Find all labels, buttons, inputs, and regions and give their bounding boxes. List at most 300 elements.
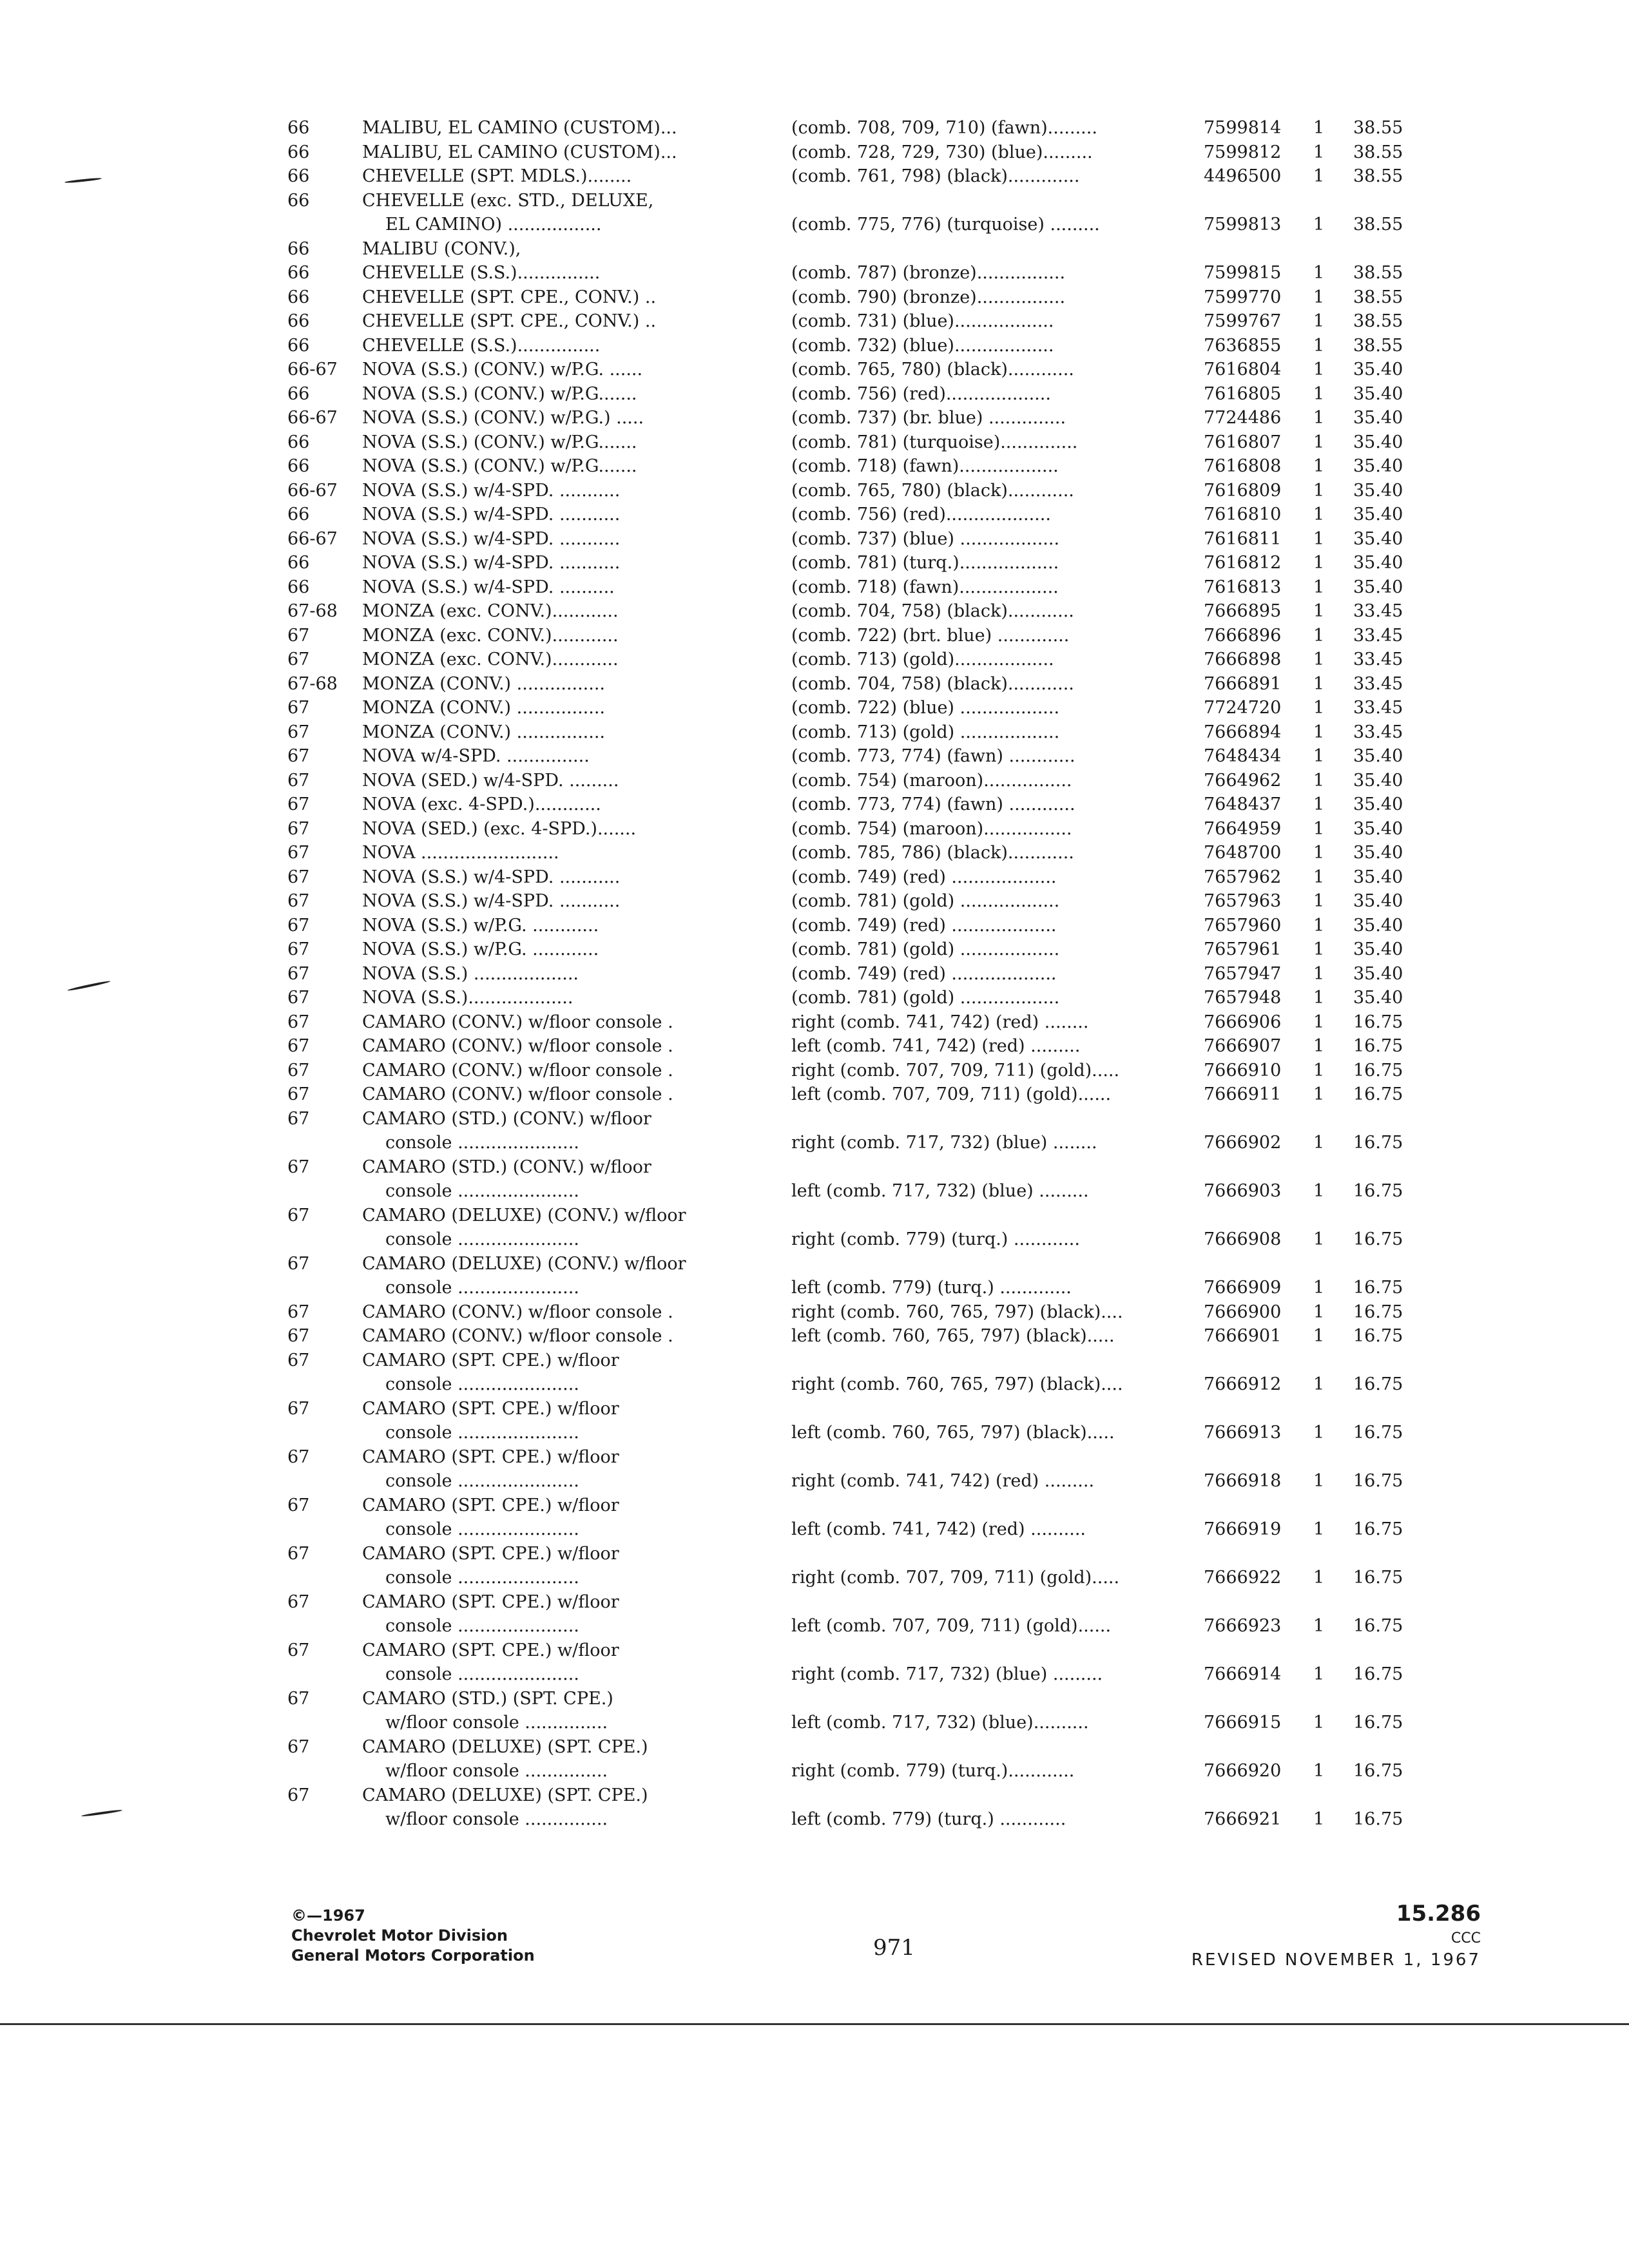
trim-combination: (comb. 708, 709, 710) (fawn).........	[791, 118, 1097, 138]
quantity: 1	[1313, 383, 1325, 404]
model-description: console ......................	[385, 1374, 579, 1394]
table-row	[0, 1155, 1629, 1204]
division-name: Chevrolet Motor Division	[291, 1927, 508, 1945]
part-number: 7666909	[1204, 1278, 1282, 1298]
quantity: 1	[1313, 1568, 1325, 1588]
model-year: 67	[287, 698, 310, 718]
bottom-rule	[0, 2023, 1629, 2025]
model-description: CHEVELLE (SPT. CPE., CONV.) ..	[362, 287, 657, 307]
model-year: 66	[287, 238, 310, 259]
trim-combination: (comb. 773, 774) (fawn) ............	[791, 746, 1075, 766]
model-description: CAMARO (DELUXE) (CONV.) w/floor	[362, 1205, 686, 1225]
model-description: CHEVELLE (SPT. CPE., CONV.) ..	[362, 311, 657, 331]
table-row	[0, 503, 1629, 527]
table-row	[0, 1349, 1629, 1397]
model-description: NOVA (SED.) w/4-SPD. .........	[362, 770, 619, 791]
table-row	[0, 624, 1629, 648]
quantity: 1	[1313, 1133, 1325, 1153]
model-description: NOVA (S.S.) w/4-SPD. ...........	[362, 480, 621, 501]
model-description: CAMARO (SPT. CPE.) w/floor	[362, 1543, 619, 1564]
part-number: 7648700	[1204, 843, 1282, 863]
quantity: 1	[1313, 432, 1325, 452]
price: 35.40	[1353, 988, 1403, 1008]
table-row	[0, 696, 1629, 720]
model-description: CAMARO (SPT. CPE.) w/floor	[362, 1350, 619, 1370]
part-number: 7657947	[1204, 963, 1282, 984]
model-year: 67	[287, 1736, 310, 1757]
part-number: 7666915	[1204, 1713, 1282, 1733]
model-description: MONZA (exc. CONV.)............	[362, 601, 619, 621]
model-description: MONZA (CONV.) ................	[362, 673, 605, 694]
trim-combination: (comb. 773, 774) (fawn) ............	[791, 794, 1075, 814]
model-description: CAMARO (SPT. CPE.) w/floor	[362, 1640, 619, 1660]
price: 35.40	[1353, 528, 1403, 549]
trim-combination: right (comb. 741, 742) (red) ........	[791, 1012, 1089, 1032]
model-year: 66	[287, 166, 310, 186]
trim-combination: (comb. 722) (blue) ..................	[791, 698, 1060, 718]
part-number: 7664959	[1204, 818, 1282, 839]
quantity: 1	[1313, 963, 1325, 984]
part-number: 7616807	[1204, 432, 1282, 452]
quantity: 1	[1313, 601, 1325, 621]
part-number: 7616811	[1204, 528, 1282, 549]
page-number: 971	[873, 1935, 915, 1961]
model-year: 67-68	[287, 601, 338, 621]
table-row	[0, 551, 1629, 575]
table-row	[0, 1059, 1629, 1083]
model-year: 67	[287, 915, 310, 936]
part-number: 7657961	[1204, 939, 1282, 959]
quantity: 1	[1313, 843, 1325, 863]
model-description: EL CAMINO) .................	[385, 215, 602, 235]
table-row	[0, 309, 1629, 334]
model-year: 66	[287, 335, 310, 356]
part-number: 7664962	[1204, 770, 1282, 791]
part-number: 7666911	[1204, 1084, 1282, 1104]
price: 16.75	[1353, 1664, 1403, 1684]
table-row	[0, 1783, 1629, 1832]
table-row	[0, 914, 1629, 938]
model-description: NOVA (S.S.) (CONV.) w/P.G.) .....	[362, 408, 644, 428]
price: 16.75	[1353, 1036, 1403, 1056]
trim-combination: (comb. 718) (fawn)..................	[791, 577, 1059, 597]
trim-combination: (comb. 737) (br. blue) ..............	[791, 408, 1066, 428]
quantity: 1	[1313, 794, 1325, 814]
part-number: 7616809	[1204, 480, 1282, 501]
part-number: 7616805	[1204, 383, 1282, 404]
model-year: 67	[287, 1350, 310, 1370]
table-row	[0, 962, 1629, 986]
model-description: NOVA (S.S.) (CONV.) w/P.G.......	[362, 383, 637, 404]
part-number: 7666895	[1204, 601, 1282, 621]
trim-combination: (comb. 704, 758) (black)............	[791, 673, 1074, 694]
model-description: CAMARO (STD.) (CONV.) w/floor	[362, 1108, 651, 1129]
part-number: 7666906	[1204, 1012, 1282, 1032]
model-description: CAMARO (STD.) (SPT. CPE.)	[362, 1688, 613, 1709]
model-year: 67	[287, 1253, 310, 1274]
table-row	[0, 817, 1629, 841]
part-number: 7599812	[1204, 142, 1282, 162]
part-number: 7666918	[1204, 1471, 1282, 1491]
quantity: 1	[1313, 577, 1325, 597]
part-number: 7666914	[1204, 1664, 1282, 1684]
quantity: 1	[1313, 867, 1325, 887]
table-row	[0, 479, 1629, 503]
model-year: 67	[287, 1302, 310, 1322]
model-year: 67	[287, 1012, 310, 1032]
part-number: 7666898	[1204, 649, 1282, 669]
quantity: 1	[1313, 166, 1325, 186]
trim-combination: (comb. 765, 780) (black)............	[791, 480, 1074, 501]
model-description: NOVA (S.S.) ...................	[362, 963, 579, 984]
model-year: 66-67	[287, 408, 338, 428]
model-year: 67	[287, 891, 310, 911]
trim-combination: left (comb. 760, 765, 797) (black).....	[791, 1326, 1115, 1346]
quantity: 1	[1313, 528, 1325, 549]
price: 38.55	[1353, 335, 1403, 356]
quantity: 1	[1313, 1471, 1325, 1491]
part-number: 7666894	[1204, 722, 1282, 742]
trim-combination: (comb. 749) (red) ...................	[791, 915, 1057, 936]
trim-combination: (comb. 713) (gold) ..................	[791, 722, 1060, 742]
part-number: 7648437	[1204, 794, 1282, 814]
model-description: console ......................	[385, 1278, 579, 1298]
corporation-name: General Motors Corporation	[291, 1946, 535, 1965]
model-year: 66	[287, 577, 310, 597]
price: 16.75	[1353, 1181, 1403, 1201]
revised-date: REVISED NOVEMBER 1, 1967	[1191, 1950, 1481, 1970]
price: 38.55	[1353, 142, 1403, 162]
quantity: 1	[1313, 263, 1325, 283]
quantity: 1	[1313, 1809, 1325, 1829]
price: 35.40	[1353, 456, 1403, 476]
part-number: 7666907	[1204, 1036, 1282, 1056]
table-row	[0, 1590, 1629, 1639]
quantity: 1	[1313, 915, 1325, 936]
model-year: 66	[287, 287, 310, 307]
trim-combination: (comb. 704, 758) (black)............	[791, 601, 1074, 621]
table-row	[0, 382, 1629, 407]
model-year: 66	[287, 456, 310, 476]
quantity: 1	[1313, 673, 1325, 694]
model-description: CAMARO (DELUXE) (SPT. CPE.)	[362, 1736, 648, 1757]
part-number: 7666913	[1204, 1423, 1282, 1443]
model-year: 67-68	[287, 673, 338, 694]
price: 33.45	[1353, 673, 1403, 694]
copyright: ©—1967	[291, 1907, 365, 1925]
price: 35.40	[1353, 770, 1403, 791]
quantity: 1	[1313, 1616, 1325, 1636]
part-number: 7599767	[1204, 311, 1282, 331]
model-year: 66	[287, 142, 310, 162]
price: 35.40	[1353, 843, 1403, 863]
price: 35.40	[1353, 867, 1403, 887]
model-year: 66	[287, 190, 310, 211]
model-year: 67	[287, 625, 310, 646]
price: 16.75	[1353, 1374, 1403, 1394]
part-number: 7636855	[1204, 335, 1282, 356]
quantity: 1	[1313, 215, 1325, 235]
price: 35.40	[1353, 577, 1403, 597]
model-description: NOVA (S.S.) w/4-SPD. ...........	[362, 891, 621, 911]
model-description: NOVA (S.S.) w/4-SPD. ...........	[362, 505, 621, 524]
part-number: 7666910	[1204, 1060, 1282, 1081]
trim-combination: (comb. 754) (maroon)................	[791, 818, 1072, 839]
model-description: NOVA (S.S.) w/4-SPD. ...........	[362, 867, 621, 887]
quantity: 1	[1313, 142, 1325, 162]
model-year: 67	[287, 1157, 310, 1177]
model-year: 67	[287, 1036, 310, 1056]
trim-combination: left (comb. 717, 732) (blue)..........	[791, 1713, 1089, 1733]
trim-combination: (comb. 756) (red)...................	[791, 505, 1051, 524]
table-row	[0, 672, 1629, 697]
price: 33.45	[1353, 601, 1403, 621]
model-description: CAMARO (CONV.) w/floor console .	[362, 1036, 673, 1056]
quantity: 1	[1313, 1519, 1325, 1539]
model-year: 67	[287, 1326, 310, 1346]
quantity: 1	[1313, 746, 1325, 766]
price: 35.40	[1353, 360, 1403, 380]
price: 16.75	[1353, 1060, 1403, 1081]
table-row	[0, 189, 1629, 237]
quantity: 1	[1313, 818, 1325, 839]
table-row	[0, 1687, 1629, 1735]
part-number: 7666919	[1204, 1519, 1282, 1539]
price: 38.55	[1353, 311, 1403, 331]
model-year: 67	[287, 818, 310, 839]
trim-combination: (comb. 761, 798) (black).............	[791, 166, 1080, 186]
price: 35.40	[1353, 939, 1403, 959]
model-description: CHEVELLE (S.S.)...............	[362, 263, 601, 283]
trim-combination: (comb. 775, 776) (turquoise) .........	[791, 215, 1100, 235]
trim-combination: right (comb. 779) (turq.) ............	[791, 1229, 1080, 1249]
table-row	[0, 164, 1629, 189]
quantity: 1	[1313, 1326, 1325, 1346]
model-description: NOVA w/4-SPD. ...............	[362, 746, 590, 766]
price: 16.75	[1353, 1133, 1403, 1153]
part-number: 4496500	[1204, 166, 1282, 186]
trim-combination: (comb. 765, 780) (black)............	[791, 360, 1074, 380]
model-year: 66	[287, 118, 310, 138]
table-row	[0, 1397, 1629, 1445]
model-description: CAMARO (CONV.) w/floor console .	[362, 1302, 673, 1322]
table-row	[0, 285, 1629, 310]
quantity: 1	[1313, 1423, 1325, 1443]
model-description: CHEVELLE (SPT. MDLS.)........	[362, 166, 632, 186]
model-description: MALIBU, EL CAMINO (CUSTOM)...	[362, 142, 677, 162]
model-description: MONZA (CONV.) ................	[362, 698, 605, 718]
table-row	[0, 430, 1629, 455]
trim-combination: (comb. 781) (gold) ..................	[791, 891, 1060, 911]
model-year: 67	[287, 843, 310, 863]
price: 35.40	[1353, 891, 1403, 911]
trim-combination: (comb. 713) (gold)..................	[791, 649, 1054, 669]
table-row	[0, 527, 1629, 552]
price: 35.40	[1353, 915, 1403, 936]
trim-combination: left (comb. 741, 742) (red) .........	[791, 1036, 1081, 1056]
trim-combination: (comb. 737) (blue) ..................	[791, 528, 1060, 549]
quantity: 1	[1313, 408, 1325, 428]
model-year: 67	[287, 939, 310, 959]
table-row	[0, 1300, 1629, 1325]
price: 33.45	[1353, 625, 1403, 646]
model-year: 67	[287, 1084, 310, 1104]
model-year: 67	[287, 722, 310, 742]
table-row	[0, 599, 1629, 624]
quantity: 1	[1313, 1278, 1325, 1298]
model-description: MONZA (exc. CONV.)............	[362, 649, 619, 669]
model-description: console ......................	[385, 1519, 579, 1539]
table-row	[0, 116, 1629, 140]
part-number: 7599813	[1204, 215, 1282, 235]
model-year: 67	[287, 1446, 310, 1467]
model-description: MONZA (CONV.) ................	[362, 722, 605, 742]
table-row	[0, 1204, 1629, 1252]
trim-combination: right (comb. 760, 765, 797) (black)....	[791, 1374, 1123, 1394]
table-row	[0, 1445, 1629, 1494]
part-number: 7666901	[1204, 1326, 1282, 1346]
part-number: 7666908	[1204, 1229, 1282, 1249]
model-description: NOVA (exc. 4-SPD.)............	[362, 794, 601, 814]
model-description: CHEVELLE (S.S.)...............	[362, 335, 601, 356]
part-number: 7616808	[1204, 456, 1282, 476]
model-year: 66-67	[287, 528, 338, 549]
model-year: 67	[287, 1205, 310, 1225]
model-year: 67	[287, 1398, 310, 1419]
trim-combination: (comb. 781) (turq.)..................	[791, 553, 1059, 573]
price: 16.75	[1353, 1229, 1403, 1249]
price: 16.75	[1353, 1471, 1403, 1491]
trim-combination: right (comb. 707, 709, 711) (gold).....	[791, 1568, 1120, 1588]
part-number: 7599815	[1204, 263, 1282, 283]
price: 38.55	[1353, 287, 1403, 307]
part-number: 7657960	[1204, 915, 1282, 936]
table-row	[0, 720, 1629, 745]
part-number: 7666923	[1204, 1616, 1282, 1636]
part-number: 7724486	[1204, 408, 1282, 428]
price: 16.75	[1353, 1761, 1403, 1781]
quantity: 1	[1313, 1229, 1325, 1249]
model-description: CAMARO (CONV.) w/floor console .	[362, 1084, 673, 1104]
price: 38.55	[1353, 263, 1403, 283]
part-number: 7657962	[1204, 867, 1282, 887]
footer-section	[1191, 1901, 1481, 1970]
table-row	[0, 744, 1629, 769]
model-year: 67	[287, 1640, 310, 1660]
quantity: 1	[1313, 939, 1325, 959]
part-number: 7666896	[1204, 625, 1282, 646]
price: 35.40	[1353, 553, 1403, 573]
table-row	[0, 1010, 1629, 1035]
model-year: 66	[287, 263, 310, 283]
quantity: 1	[1313, 988, 1325, 1008]
quantity: 1	[1313, 1664, 1325, 1684]
model-year: 67	[287, 770, 310, 791]
price: 35.40	[1353, 383, 1403, 404]
quantity: 1	[1313, 1060, 1325, 1081]
model-description: MALIBU, EL CAMINO (CUSTOM)...	[362, 118, 677, 138]
model-year: 67	[287, 1785, 310, 1805]
price: 16.75	[1353, 1423, 1403, 1443]
quantity: 1	[1313, 311, 1325, 331]
part-number: 7648434	[1204, 746, 1282, 766]
trim-combination: left (comb. 779) (turq.) ............	[791, 1809, 1066, 1829]
trim-combination: left (comb. 779) (turq.) .............	[791, 1278, 1072, 1298]
price: 35.40	[1353, 746, 1403, 766]
part-number: 7666912	[1204, 1374, 1282, 1394]
table-row	[0, 793, 1629, 817]
quantity: 1	[1313, 456, 1325, 476]
quantity: 1	[1313, 698, 1325, 718]
price: 35.40	[1353, 432, 1403, 452]
trim-combination: (comb. 754) (maroon)................	[791, 770, 1072, 791]
table-row	[0, 406, 1629, 430]
trim-combination: (comb. 728, 729, 730) (blue).........	[791, 142, 1093, 162]
quantity: 1	[1313, 1012, 1325, 1032]
model-description: CAMARO (STD.) (CONV.) w/floor	[362, 1157, 651, 1177]
part-number: 7724720	[1204, 698, 1282, 718]
part-number: 7599814	[1204, 118, 1282, 138]
trim-combination: left (comb. 707, 709, 711) (gold)......	[791, 1616, 1112, 1636]
price: 16.75	[1353, 1519, 1403, 1539]
trim-combination: (comb. 781) (gold) ..................	[791, 939, 1060, 959]
part-number: 7616813	[1204, 577, 1282, 597]
price: 38.55	[1353, 166, 1403, 186]
model-description: NOVA (S.S.) w/P.G. ............	[362, 939, 599, 959]
trim-combination: left (comb. 741, 742) (red) ..........	[791, 1519, 1086, 1539]
model-description: CAMARO (SPT. CPE.) w/floor	[362, 1446, 619, 1467]
quantity: 1	[1313, 1084, 1325, 1104]
model-description: console ......................	[385, 1471, 579, 1491]
trim-combination: (comb. 749) (red) ...................	[791, 867, 1057, 887]
part-number: 7666902	[1204, 1133, 1282, 1153]
model-description: MALIBU (CONV.),	[362, 238, 521, 259]
trim-combination: (comb. 749) (red) ...................	[791, 963, 1057, 984]
model-year: 66-67	[287, 480, 338, 501]
model-description: MONZA (exc. CONV.)............	[362, 625, 619, 646]
price: 16.75	[1353, 1326, 1403, 1346]
trim-combination: right (comb. 741, 742) (red) .........	[791, 1471, 1095, 1491]
model-description: NOVA (S.S.) w/P.G. ............	[362, 915, 599, 936]
model-year: 67	[287, 1688, 310, 1709]
model-description: CAMARO (SPT. CPE.) w/floor	[362, 1591, 619, 1612]
price: 16.75	[1353, 1809, 1403, 1829]
quantity: 1	[1313, 649, 1325, 669]
quantity: 1	[1313, 335, 1325, 356]
model-description: NOVA (S.S.) (CONV.) w/P.G.......	[362, 456, 637, 476]
quantity: 1	[1313, 770, 1325, 791]
model-description: console ......................	[385, 1664, 579, 1684]
model-description: CAMARO (CONV.) w/floor console .	[362, 1012, 673, 1032]
table-row	[0, 575, 1629, 600]
model-year: 67	[287, 867, 310, 887]
part-number: 7666891	[1204, 673, 1282, 694]
model-year: 66	[287, 505, 310, 524]
model-year: 67	[287, 988, 310, 1008]
price: 35.40	[1353, 818, 1403, 839]
model-year: 67	[287, 963, 310, 984]
part-number: 7616804	[1204, 360, 1282, 380]
quantity: 1	[1313, 1181, 1325, 1201]
table-row	[0, 1639, 1629, 1687]
trim-combination: (comb. 785, 786) (black)............	[791, 843, 1074, 863]
table-row	[0, 1107, 1629, 1155]
price: 16.75	[1353, 1084, 1403, 1104]
table-row	[0, 334, 1629, 358]
part-number: 7666921	[1204, 1809, 1282, 1829]
quantity: 1	[1313, 722, 1325, 742]
trim-combination: (comb. 787) (bronze)................	[791, 263, 1066, 283]
